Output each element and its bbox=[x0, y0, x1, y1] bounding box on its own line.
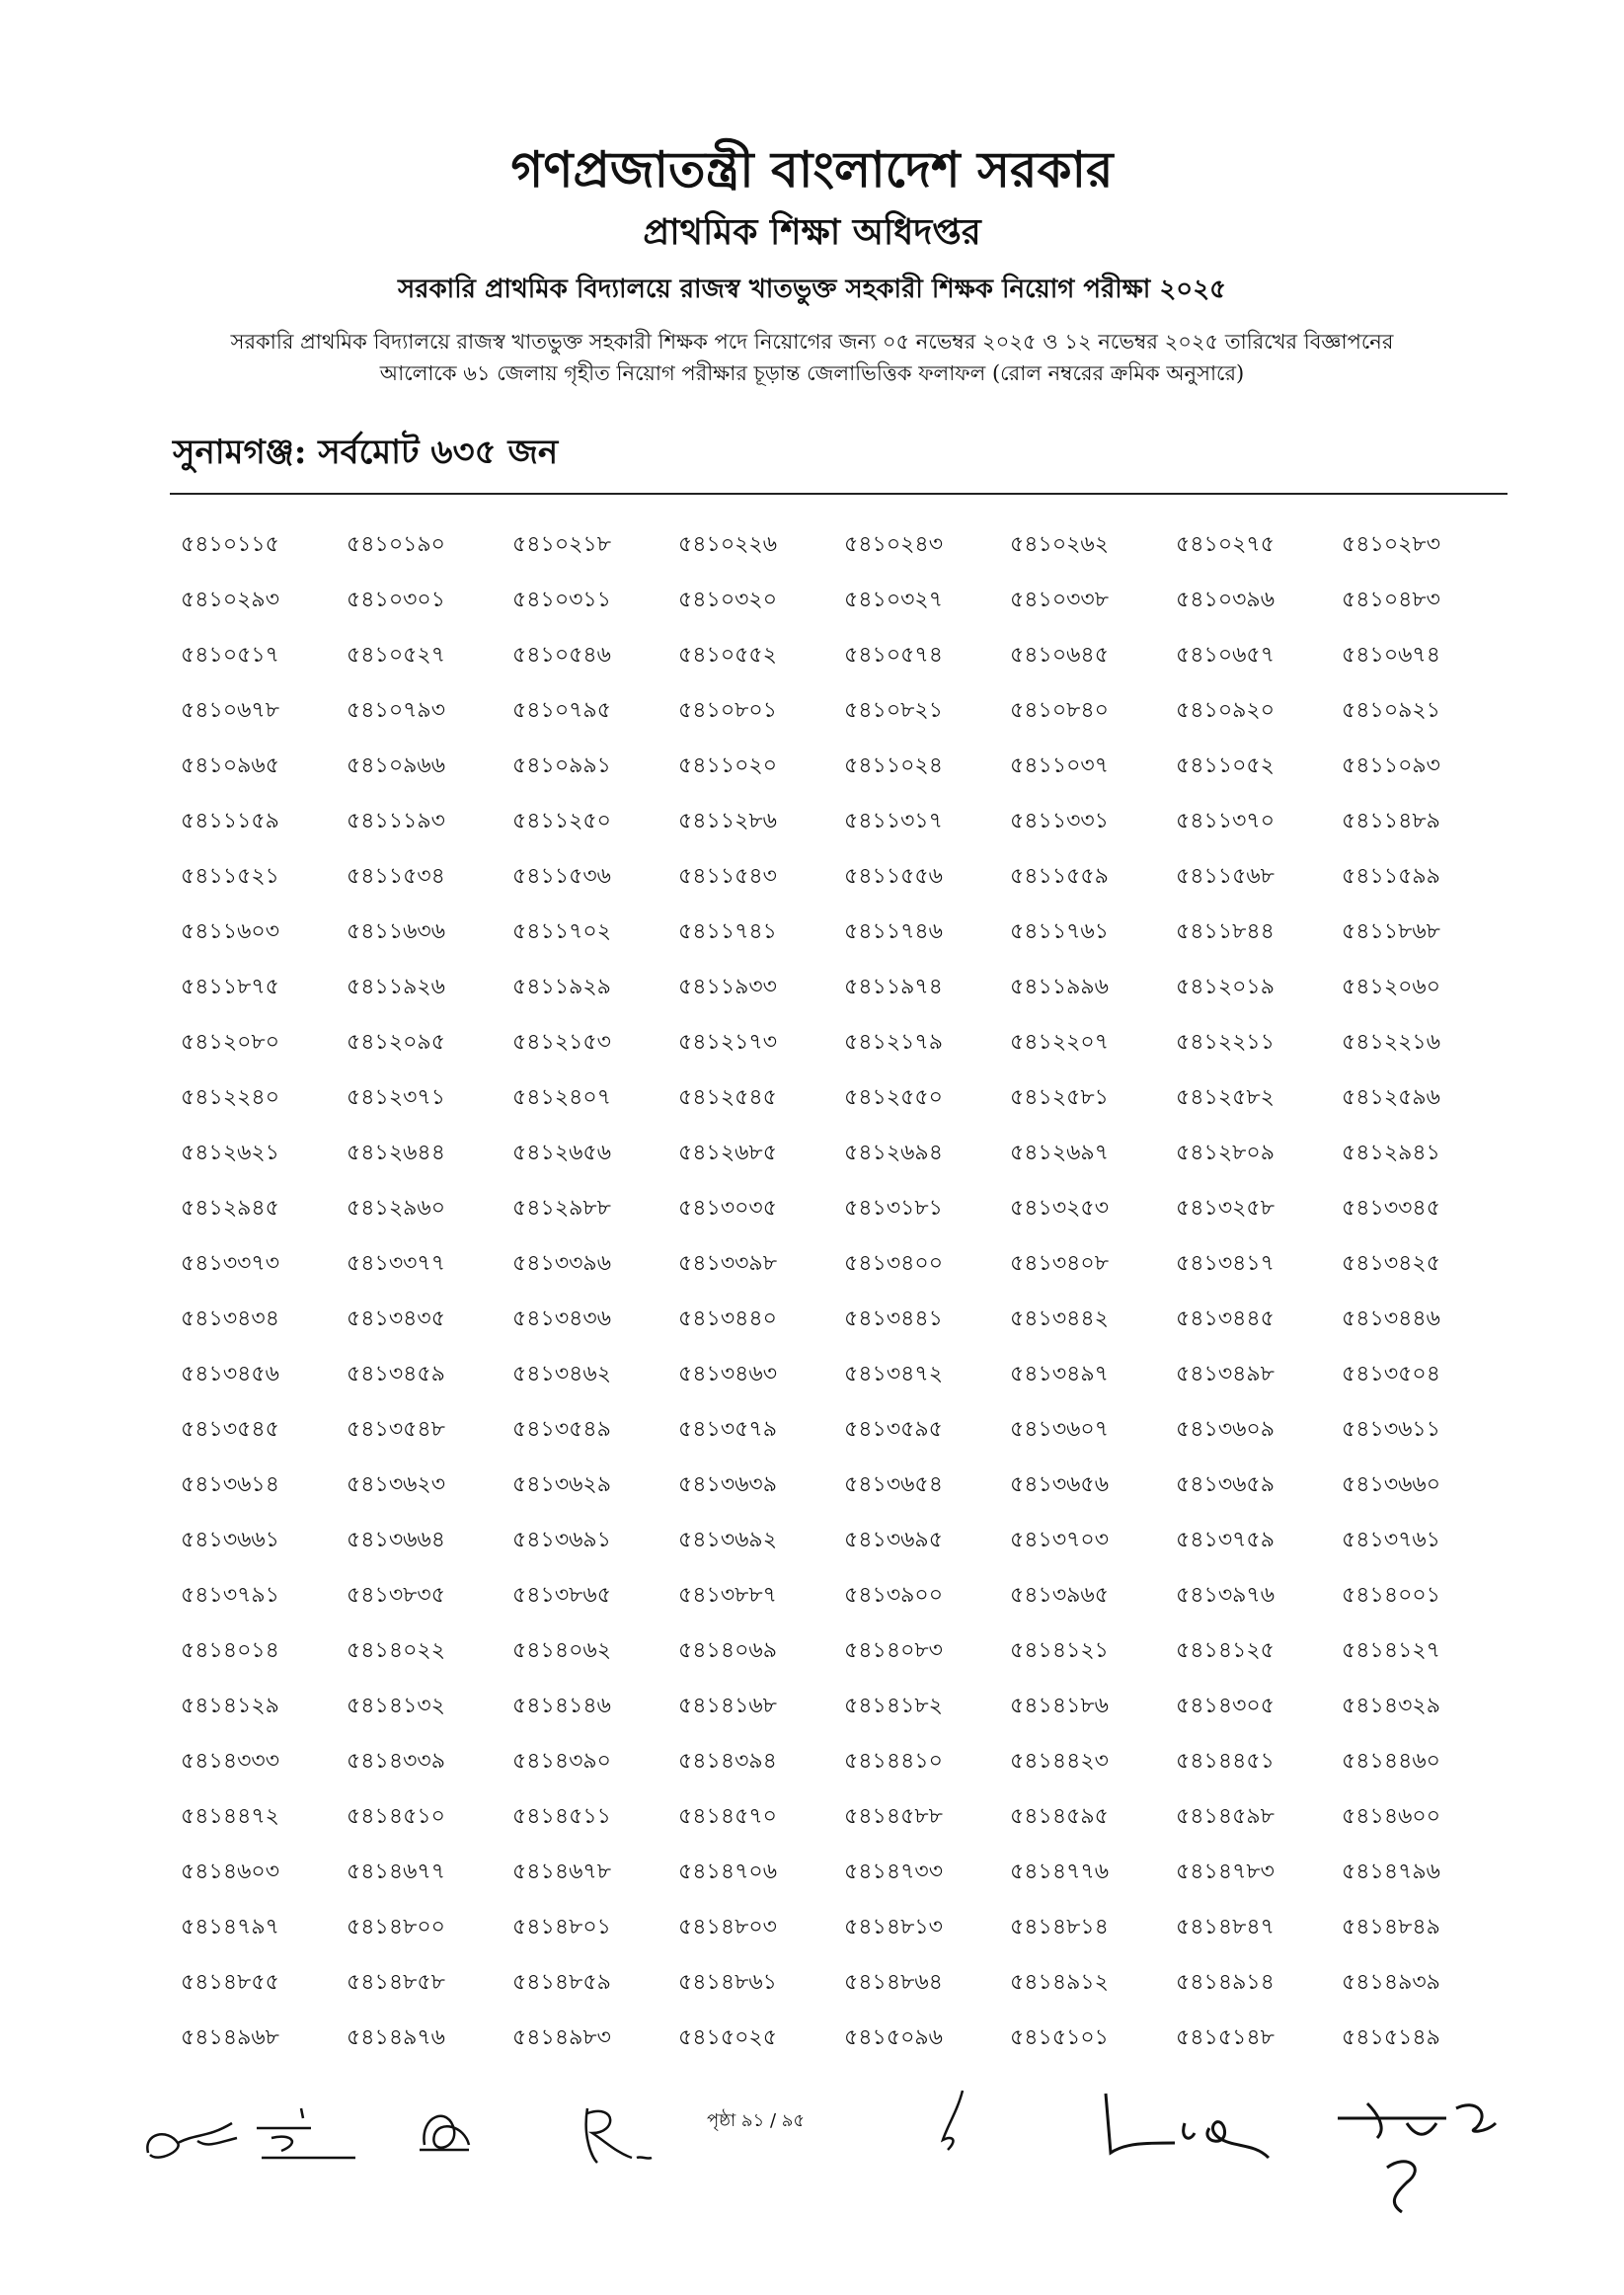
roll-number-cell: ৫৪১২৬২১ bbox=[181, 1141, 280, 1165]
roll-number-cell: ৫৪১০৯৬৫ bbox=[181, 753, 279, 778]
roll-number-cell: ৫৪১৪০২২ bbox=[347, 1638, 446, 1663]
roll-number-cell: ৫৪১৪৪৬০ bbox=[1342, 1749, 1440, 1774]
roll-number-cell: ৫৪১৩৬৯২ bbox=[678, 1528, 778, 1552]
roll-number-cell: ৫৪১৪১৮২ bbox=[844, 1694, 943, 1718]
roll-number-cell: ৫৪১৪৬৭৮ bbox=[512, 1860, 611, 1884]
roll-number-cell: ৫৪১১৫৫৬ bbox=[844, 864, 943, 889]
roll-number-cell: ৫৪১৪১৪৬ bbox=[512, 1694, 611, 1718]
roll-number-cell: ৫৪১৩৫৭৯ bbox=[678, 1417, 777, 1442]
roll-number-cell: ৫৪১১৫৩৪ bbox=[347, 864, 445, 889]
roll-number-cell: ৫৪১২২০৭ bbox=[1010, 1030, 1110, 1055]
roll-number-cell: ৫৪১৩৬৯১ bbox=[512, 1528, 611, 1552]
roll-number-cell: ৫৪১০৩৩৮ bbox=[1010, 588, 1110, 612]
roll-number-cell: ৫৪১৩৪২৫ bbox=[1342, 1251, 1440, 1276]
roll-number-cell: ৫৪১৩৬৫৯ bbox=[1176, 1472, 1275, 1497]
roll-number-cell: ৫৪১৪৭৩৩ bbox=[844, 1860, 944, 1884]
roll-number-cell: ৫৪১৫১০১ bbox=[1010, 2025, 1109, 2050]
roll-number-cell: ৫৪১৩৪৪০ bbox=[678, 1306, 777, 1331]
roll-number-cell: ৫৪১৩৪৩৪ bbox=[181, 1306, 279, 1331]
roll-number-cell: ৫৪১১৬৩৬ bbox=[347, 919, 446, 944]
roll-number-cell: ৫৪১৪৫১১ bbox=[512, 1804, 611, 1829]
roll-number-cell: ৫৪১৪৮৫৫ bbox=[181, 1970, 279, 1995]
roll-number-cell: ৫৪১১৩৭০ bbox=[1176, 809, 1276, 833]
roll-number-cell: ৫৪১৪৮৪৭ bbox=[1176, 1915, 1275, 1939]
roll-number-cell: ৫৪১৪০৮৩ bbox=[844, 1638, 943, 1663]
roll-number-cell: ৫৪১৩৩৯৮ bbox=[678, 1251, 777, 1276]
roll-number-cell: ৫৪১৩৬৫৬ bbox=[1010, 1472, 1110, 1497]
roll-number-cell: ৫৪১৫১৪৯ bbox=[1342, 2025, 1440, 2050]
roll-number-cell: ৫৪১৩৬৯৫ bbox=[844, 1528, 943, 1552]
roll-number-cell: ৫৪১২২১৬ bbox=[1342, 1030, 1441, 1055]
roll-number-cell: ৫৪১৩৬৫৪ bbox=[844, 1472, 943, 1497]
exam-title: সরকারি প্রাথমিক বিদ্যালয়ে রাজস্ব খাতভুক্ত সহকারী শিক্ষক নিয়োগ পরীক্ষা ২০২৫ bbox=[398, 275, 1226, 304]
roll-number-cell: ৫৪১০২৭৫ bbox=[1176, 532, 1276, 557]
roll-number-cell: ৫৪১৩৭৬১ bbox=[1342, 1528, 1441, 1552]
roll-number-cell: ৫৪১৫১৪৮ bbox=[1176, 2025, 1275, 2050]
roll-number-cell: ৫৪১২২১১ bbox=[1176, 1030, 1275, 1055]
roll-number-cell: ৫৪১৪৬০৩ bbox=[181, 1860, 280, 1884]
roll-number-cell: ৫৪১১৭০২ bbox=[512, 919, 612, 944]
roll-number-cell: ৫৪১৪৪২৩ bbox=[1010, 1749, 1109, 1774]
roll-number-cell: ৫৪১১৩১৭ bbox=[844, 809, 943, 833]
roll-number-cell: ৫৪১১৫৩৬ bbox=[512, 864, 611, 889]
roll-number-cell: ৫৪১৩৬০৭ bbox=[1010, 1417, 1110, 1442]
roll-number-cell: ৫৪১৪৩৩৩ bbox=[181, 1749, 280, 1774]
roll-number-cell: ৫৪১০৮২১ bbox=[844, 698, 943, 723]
roll-number-cell: ৫৪১৩৪৬২ bbox=[512, 1362, 612, 1386]
roll-number-cell: ৫৪১০৭৯৫ bbox=[512, 698, 611, 723]
roll-number-cell: ৫৪১১৫৫৯ bbox=[1010, 864, 1109, 889]
roll-number-cell: ৫৪১০২৮৩ bbox=[1342, 532, 1441, 557]
roll-number-cell: ৫৪১১৯৯৬ bbox=[1010, 975, 1109, 999]
roll-number-cell: ৫৪১৪০১৪ bbox=[181, 1638, 279, 1663]
roll-number-cell: ৫৪১৩৪৪৬ bbox=[1342, 1306, 1440, 1331]
roll-number-cell: ৫৪১৪০৬২ bbox=[512, 1638, 612, 1663]
roll-number-cell: ৫৪১৩৯৬৫ bbox=[1010, 1583, 1109, 1608]
roll-number-cell: ৫৪১২৪০৭ bbox=[512, 1085, 612, 1110]
roll-number-cell: ৫৪১২১৭৯ bbox=[844, 1030, 943, 1055]
roll-number-cell: ৫৪১৩৩৭৩ bbox=[181, 1251, 280, 1276]
roll-number-cell: ৫৪১৪৮০০ bbox=[347, 1915, 445, 1939]
roll-number-cell: ৫৪১২২৪০ bbox=[181, 1085, 280, 1110]
notice-line-1: সরকারি প্রাথমিক বিদ্যালয়ে রাজস্ব খাতভুক্ত সহকারী শিক্ষক পদে নিয়োগের জন্য ০৫ নভেম্বর ২০২৫ ও ১২ নভেম্বর ২০২৫ তারিখের বিজ্ঞাপনের bbox=[230, 330, 1394, 354]
roll-number-cell: ৫৪১৩৪৯৭ bbox=[1010, 1362, 1109, 1386]
signature-5 bbox=[933, 2086, 972, 2160]
roll-number-cell: ৫৪১৪৮০৩ bbox=[678, 1915, 777, 1939]
roll-number-cell: ৫৪১০৯২১ bbox=[1342, 698, 1440, 723]
roll-number-cell: ৫৪১০২৯৩ bbox=[181, 588, 280, 612]
signature-7 bbox=[1328, 2094, 1506, 2222]
roll-number-cell: ৫৪১৩৩৪৫ bbox=[1342, 1196, 1440, 1221]
roll-number-cell: ৫৪১৪৮৬৪ bbox=[844, 1970, 943, 1995]
roll-number-cell: ৫৪১০৬৭৮ bbox=[181, 698, 280, 723]
roll-number-cell: ৫৪১২১৫৩ bbox=[512, 1030, 611, 1055]
roll-number-cell: ৫৪১০৩০১ bbox=[347, 588, 446, 612]
roll-number-cell: ৫৪১৪৪৫১ bbox=[1176, 1749, 1275, 1774]
roll-number-cell: ৫৪১৪৬৭৭ bbox=[347, 1860, 446, 1884]
roll-number-cell: ৫৪১৪৭৯৬ bbox=[1342, 1860, 1440, 1884]
roll-number-cell: ৫৪১০৯৬৬ bbox=[347, 753, 446, 778]
roll-number-cell: ৫৪১০৫৪৬ bbox=[512, 643, 611, 668]
roll-number-cell: ৫৪১৪৮৬১ bbox=[678, 1970, 777, 1995]
roll-number-cell: ৫৪১৩৬৩৯ bbox=[678, 1472, 778, 1497]
roll-number-cell: ৫৪১৩৪৭২ bbox=[844, 1362, 944, 1386]
roll-number-cell: ৫৪১১৭৪১ bbox=[678, 919, 777, 944]
roll-number-cell: ৫৪১১৫৬৮ bbox=[1176, 864, 1275, 889]
roll-number-cell: ৫৪১৩৪১৭ bbox=[1176, 1251, 1275, 1276]
roll-number-cell: ৫৪১৩৪০৮ bbox=[1010, 1251, 1109, 1276]
roll-number-cell: ৫৪১৪৫৭০ bbox=[678, 1804, 777, 1829]
roll-number-cell: ৫৪১৩৮৬৫ bbox=[512, 1583, 611, 1608]
roll-number-cell: ৫৪১০৯২০ bbox=[1176, 698, 1276, 723]
roll-number-cell: ৫৪১৩৫৯৫ bbox=[844, 1417, 943, 1442]
roll-number-cell: ৫৪১২৬৯৭ bbox=[1010, 1141, 1110, 1165]
roll-number-cell: ৫৪১৩৪৪৫ bbox=[1176, 1306, 1275, 1331]
header-divider bbox=[170, 493, 1508, 495]
roll-number-cell: ৫৪১৪৮৫৮ bbox=[347, 1970, 445, 1995]
government-title: গণপ্রজাতন্ত্রী বাংলাদেশ সরকার bbox=[510, 140, 1114, 198]
roll-number-cell: ৫৪১১০৫২ bbox=[1176, 753, 1275, 778]
roll-number-cell: ৫৪১৪৩৯০ bbox=[512, 1749, 611, 1774]
roll-number-cell: ৫৪১০৩২০ bbox=[678, 588, 778, 612]
roll-number-cell: ৫৪১২৫৯৬ bbox=[1342, 1085, 1440, 1110]
roll-number-cell: ৫৪১২৮০৯ bbox=[1176, 1141, 1275, 1165]
roll-number-cell: ৫৪১৪৯৭৬ bbox=[347, 2025, 445, 2050]
roll-number-cell: ৫৪১৪৩০৫ bbox=[1176, 1694, 1275, 1718]
roll-number-cell: ৫৪১৩৪৪২ bbox=[1010, 1306, 1109, 1331]
roll-number-cell: ৫৪১৩৪৬৩ bbox=[678, 1362, 778, 1386]
roll-number-cell: ৫৪১৩৬৬১ bbox=[181, 1528, 280, 1552]
roll-number-cell: ৫৪১১৯৩৩ bbox=[678, 975, 777, 999]
roll-number-cell: ৫৪১৩৩৯৬ bbox=[512, 1251, 612, 1276]
notice-text bbox=[148, 326, 1476, 389]
roll-number-cell: ৫৪১৪৭৮৩ bbox=[1176, 1860, 1275, 1884]
roll-number-cell: ৫৪১৪৯৮৩ bbox=[512, 2025, 611, 2050]
roll-number-cell: ৫৪১১৭৬১ bbox=[1010, 919, 1109, 944]
roll-number-cell: ৫৪১২০১৯ bbox=[1176, 975, 1275, 999]
roll-number-cell: ৫৪১৪৩৩৯ bbox=[347, 1749, 445, 1774]
roll-number-cell: ৫৪১১১৯৩ bbox=[347, 809, 445, 833]
roll-number-cell: ৫৪১০৬৫৭ bbox=[1176, 643, 1276, 668]
roll-number-cell: ৫৪১০২৪৩ bbox=[844, 532, 944, 557]
roll-number-cell: ৫৪১৩৪৩৬ bbox=[512, 1306, 612, 1331]
roll-number-cell: ৫৪১২৯৪১ bbox=[1342, 1141, 1440, 1165]
roll-number-cell: ৫৪১০৫৭৪ bbox=[844, 643, 943, 668]
roll-number-grid bbox=[181, 527, 1508, 2076]
roll-number-cell: ৫৪১৪৮১৪ bbox=[1010, 1915, 1109, 1939]
roll-number-cell: ৫৪১০৬৭৪ bbox=[1342, 643, 1441, 668]
roll-number-cell: ৫৪১০২১৮ bbox=[512, 532, 611, 557]
roll-number-cell: ৫৪১৪৩৯৪ bbox=[678, 1749, 777, 1774]
roll-number-cell: ৫৪১৪৯১২ bbox=[1010, 1970, 1109, 1995]
roll-number-cell: ৫৪১৩৩৭৭ bbox=[347, 1251, 446, 1276]
roll-number-cell: ৫৪১২৯৪৫ bbox=[181, 1196, 279, 1221]
roll-number-cell: ৫৪১১৩৩১ bbox=[1010, 809, 1109, 833]
roll-number-cell: ৫৪১৪৭০৬ bbox=[678, 1860, 778, 1884]
signature-4 bbox=[578, 2098, 666, 2173]
roll-number-cell: ৫৪১১২৫০ bbox=[512, 809, 611, 833]
roll-number-cell: ৫৪১৪৩২৯ bbox=[1342, 1694, 1440, 1718]
roll-number-cell: ৫৪১৪৭৭৬ bbox=[1010, 1860, 1110, 1884]
roll-number-cell: ৫৪১০৩২৭ bbox=[844, 588, 944, 612]
signature-1 bbox=[138, 2094, 247, 2173]
roll-number-cell: ৫৪১৩৭০৩ bbox=[1010, 1528, 1110, 1552]
roll-number-cell: ৫৪১৪০০১ bbox=[1342, 1583, 1440, 1608]
roll-number-cell: ৫৪১৪৮১৩ bbox=[844, 1915, 943, 1939]
roll-number-cell: ৫৪১০৬৪৫ bbox=[1010, 643, 1109, 668]
roll-number-cell: ৫৪১২৬৮৫ bbox=[678, 1141, 777, 1165]
roll-number-cell: ৫৪১৩১৮১ bbox=[844, 1196, 943, 1221]
roll-number-cell: ৫৪১৪৭৯৭ bbox=[181, 1915, 279, 1939]
roll-number-cell: ৫৪১১২৮৬ bbox=[678, 809, 777, 833]
roll-number-cell: ৫৪১৩৪৫৯ bbox=[347, 1362, 445, 1386]
roll-number-cell: ৫৪১০৫৫২ bbox=[678, 643, 777, 668]
roll-number-cell: ৫৪১০৫২৭ bbox=[347, 643, 446, 668]
roll-number-cell: ৫৪১৪৯১৪ bbox=[1176, 1970, 1275, 1995]
roll-number-cell: ৫৪১১০৯৩ bbox=[1342, 753, 1440, 778]
roll-number-cell: ৫৪১১০২৪ bbox=[844, 753, 943, 778]
roll-number-cell: ৫৪১১৫৪৩ bbox=[678, 864, 777, 889]
notice-line-2: আলোকে ৬১ জেলায় গৃহীত নিয়োগ পরীক্ষার চূড়ান্ত জেলাভিত্তিক ফলাফল (রোল নম্বরের ক্রমিক অনুসারে) bbox=[379, 361, 1245, 385]
roll-number-cell: ৫৪১১৬০৩ bbox=[181, 919, 280, 944]
roll-number-cell: ৫৪১৪৬০০ bbox=[1342, 1804, 1441, 1829]
roll-number-cell: ৫৪১২৬৪৪ bbox=[347, 1141, 445, 1165]
roll-number-cell: ৫৪১১৯২৯ bbox=[512, 975, 611, 999]
roll-number-cell: ৫৪১২৩৭১ bbox=[347, 1085, 446, 1110]
roll-number-cell: ৫৪১৩৪০০ bbox=[844, 1251, 944, 1276]
roll-number-cell: ৫৪১৪৫৯৮ bbox=[1176, 1804, 1275, 1829]
roll-number-cell: ৫৪১৩৭৫৯ bbox=[1176, 1528, 1275, 1552]
roll-number-cell: ৫৪১১৫৯৯ bbox=[1342, 864, 1440, 889]
roll-number-cell: ৫৪১০৯৯১ bbox=[512, 753, 611, 778]
roll-number-cell: ৫৪১০৭৯৩ bbox=[347, 698, 446, 723]
roll-number-cell: ৫৪১৪৮৪৯ bbox=[1342, 1915, 1440, 1939]
roll-number-cell: ৫৪১৩৪৪১ bbox=[844, 1306, 943, 1331]
roll-number-cell: ৫৪১৪০৬৯ bbox=[678, 1638, 777, 1663]
roll-number-cell: ৫৪১২৯৬০ bbox=[347, 1196, 446, 1221]
roll-number-cell: ৫৪১১৪৮৯ bbox=[1342, 809, 1440, 833]
roll-number-cell: ৫৪১৩৭৯১ bbox=[181, 1583, 279, 1608]
roll-number-cell: ৫৪১১০২০ bbox=[678, 753, 778, 778]
roll-number-cell: ৫৪১৩৮৮৭ bbox=[678, 1583, 777, 1608]
roll-number-cell: ৫৪১৩৫৪৫ bbox=[181, 1417, 279, 1442]
roll-number-cell: ৫৪১৪১৮৬ bbox=[1010, 1694, 1109, 1718]
roll-number-cell: ৫৪১৪৪১০ bbox=[844, 1749, 943, 1774]
roll-number-cell: ৫৪১৩৫৪৯ bbox=[512, 1417, 611, 1442]
roll-number-cell: ৫৪১২৫৫০ bbox=[844, 1085, 943, 1110]
roll-number-cell: ৫৪১৩৯৭৬ bbox=[1176, 1583, 1276, 1608]
roll-number-cell: ৫৪১১৯৭৪ bbox=[844, 975, 943, 999]
roll-number-cell: ৫৪১১৮৭৫ bbox=[181, 975, 279, 999]
roll-number-cell: ৫৪১৪৫৮৮ bbox=[844, 1804, 943, 1829]
signature-3 bbox=[410, 2096, 479, 2165]
roll-number-cell: ৫৪১৫০২৫ bbox=[678, 2025, 777, 2050]
roll-number-cell: ৫৪১০৮৪০ bbox=[1010, 698, 1109, 723]
roll-number-cell: ৫৪১০২৬২ bbox=[1010, 532, 1110, 557]
roll-number-cell: ৫৪১৪১২৭ bbox=[1342, 1638, 1440, 1663]
roll-number-cell: ৫৪১১৫২১ bbox=[181, 864, 279, 889]
roll-number-cell: ৫৪১২০৬০ bbox=[1342, 975, 1441, 999]
roll-number-cell: ৫৪১৩৬১১ bbox=[1342, 1417, 1440, 1442]
roll-number-cell: ৫৪১০৪৮৩ bbox=[1342, 588, 1440, 612]
roll-number-cell: ৫৪১১১৫৯ bbox=[181, 809, 279, 833]
roll-number-cell: ৫৪১৩০৩৫ bbox=[678, 1196, 778, 1221]
roll-number-cell: ৫৪১৩৮৩৫ bbox=[347, 1583, 445, 1608]
roll-number-cell: ৫৪১৪৯৩৯ bbox=[1342, 1970, 1440, 1995]
roll-number-cell: ৫৪১২৬৯৪ bbox=[844, 1141, 943, 1165]
roll-number-cell: ৫৪১৪৮০১ bbox=[512, 1915, 611, 1939]
roll-number-cell: ৫৪১৩২৫৮ bbox=[1176, 1196, 1275, 1221]
signature-6 bbox=[1096, 2084, 1313, 2173]
roll-number-cell: ৫৪১৪৮৫৯ bbox=[512, 1970, 611, 1995]
roll-number-cell: ৫৪১৩৬০৯ bbox=[1176, 1417, 1276, 1442]
roll-number-cell: ৫৪১৩৬১৪ bbox=[181, 1472, 279, 1497]
department-title: প্রাথমিক শিক্ষা অধিদপ্তর bbox=[643, 211, 981, 253]
roll-number-cell: ৫৪১৩৬২৩ bbox=[347, 1472, 446, 1497]
roll-number-cell: ৫৪১২১৭৩ bbox=[678, 1030, 778, 1055]
roll-number-cell: ৫৪১১৯২৬ bbox=[347, 975, 445, 999]
roll-number-cell: ৫৪১৪৪৭২ bbox=[181, 1804, 279, 1829]
roll-number-cell: ৫৪১৪৯৬৮ bbox=[181, 2025, 279, 2050]
roll-number-cell: ৫৪১৩৯০০ bbox=[844, 1583, 944, 1608]
roll-number-cell: ৫৪১১৮৪৪ bbox=[1176, 919, 1275, 944]
roll-number-cell: ৫৪১৫০৯৬ bbox=[844, 2025, 943, 2050]
roll-number-cell: ৫৪১০২২৬ bbox=[678, 532, 778, 557]
roll-number-cell: ৫৪১১৮৬৮ bbox=[1342, 919, 1440, 944]
roll-number-cell: ৫৪১০৩১১ bbox=[512, 588, 611, 612]
roll-number-cell: ৫৪১০১১৫ bbox=[181, 532, 279, 557]
roll-number-cell: ৫৪১৩৬৬৪ bbox=[347, 1528, 446, 1552]
roll-number-cell: ৫৪১০৩৯৬ bbox=[1176, 588, 1276, 612]
roll-number-cell: ৫৪১৩৬২৯ bbox=[512, 1472, 612, 1497]
roll-number-cell: ৫৪১৪১২১ bbox=[1010, 1638, 1109, 1663]
roll-number-cell: ৫৪১৩৪৩৫ bbox=[347, 1306, 445, 1331]
roll-number-cell: ৫৪১৩৪৯৮ bbox=[1176, 1362, 1275, 1386]
roll-number-cell: ৫৪১৩৬৬০ bbox=[1342, 1472, 1441, 1497]
roll-number-cell: ৫৪১০৫১৭ bbox=[181, 643, 279, 668]
roll-number-cell: ৫৪১২৫৪৫ bbox=[678, 1085, 777, 1110]
roll-number-cell: ৫৪১২০৯৫ bbox=[347, 1030, 445, 1055]
roll-number-cell: ৫৪১৪১৬৮ bbox=[678, 1694, 777, 1718]
page-number: পৃষ্ঠা ৯১ / ৯৫ bbox=[707, 2110, 806, 2131]
roll-number-cell: ৫৪১১৭৪৬ bbox=[844, 919, 943, 944]
roll-number-cell: ৫৪১৪১২৫ bbox=[1176, 1638, 1275, 1663]
roll-number-cell: ৫৪১০১৯০ bbox=[347, 532, 445, 557]
roll-number-cell: ৫৪১৪১৩২ bbox=[347, 1694, 445, 1718]
roll-number-cell: ৫৪১৪৫৯৫ bbox=[1010, 1804, 1109, 1829]
roll-number-cell: ৫৪১৩২৫৩ bbox=[1010, 1196, 1110, 1221]
roll-number-cell: ৫৪১৩৫০৪ bbox=[1342, 1362, 1440, 1386]
roll-number-cell: ৫৪১৪১২৯ bbox=[181, 1694, 279, 1718]
signature-2 bbox=[252, 2103, 360, 2173]
roll-number-cell: ৫৪১২৯৮৮ bbox=[512, 1196, 611, 1221]
roll-number-cell: ৫৪১৩৫৪৮ bbox=[347, 1417, 445, 1442]
roll-number-cell: ৫৪১২৫৮১ bbox=[1010, 1085, 1109, 1110]
roll-number-cell: ৫৪১৪৫১০ bbox=[347, 1804, 445, 1829]
roll-number-cell: ৫৪১২৫৮২ bbox=[1176, 1085, 1275, 1110]
district-heading: সুনামগঞ্জ: সর্বমোট ৬৩৫ জন bbox=[173, 433, 559, 472]
roll-number-cell: ৫৪১৩৪৫৬ bbox=[181, 1362, 279, 1386]
roll-number-cell: ৫৪১০৮০১ bbox=[678, 698, 777, 723]
roll-number-cell: ৫৪১১০৩৭ bbox=[1010, 753, 1110, 778]
roll-number-cell: ৫৪১২৬৫৬ bbox=[512, 1141, 612, 1165]
roll-number-cell: ৫৪১২০৮০ bbox=[181, 1030, 280, 1055]
